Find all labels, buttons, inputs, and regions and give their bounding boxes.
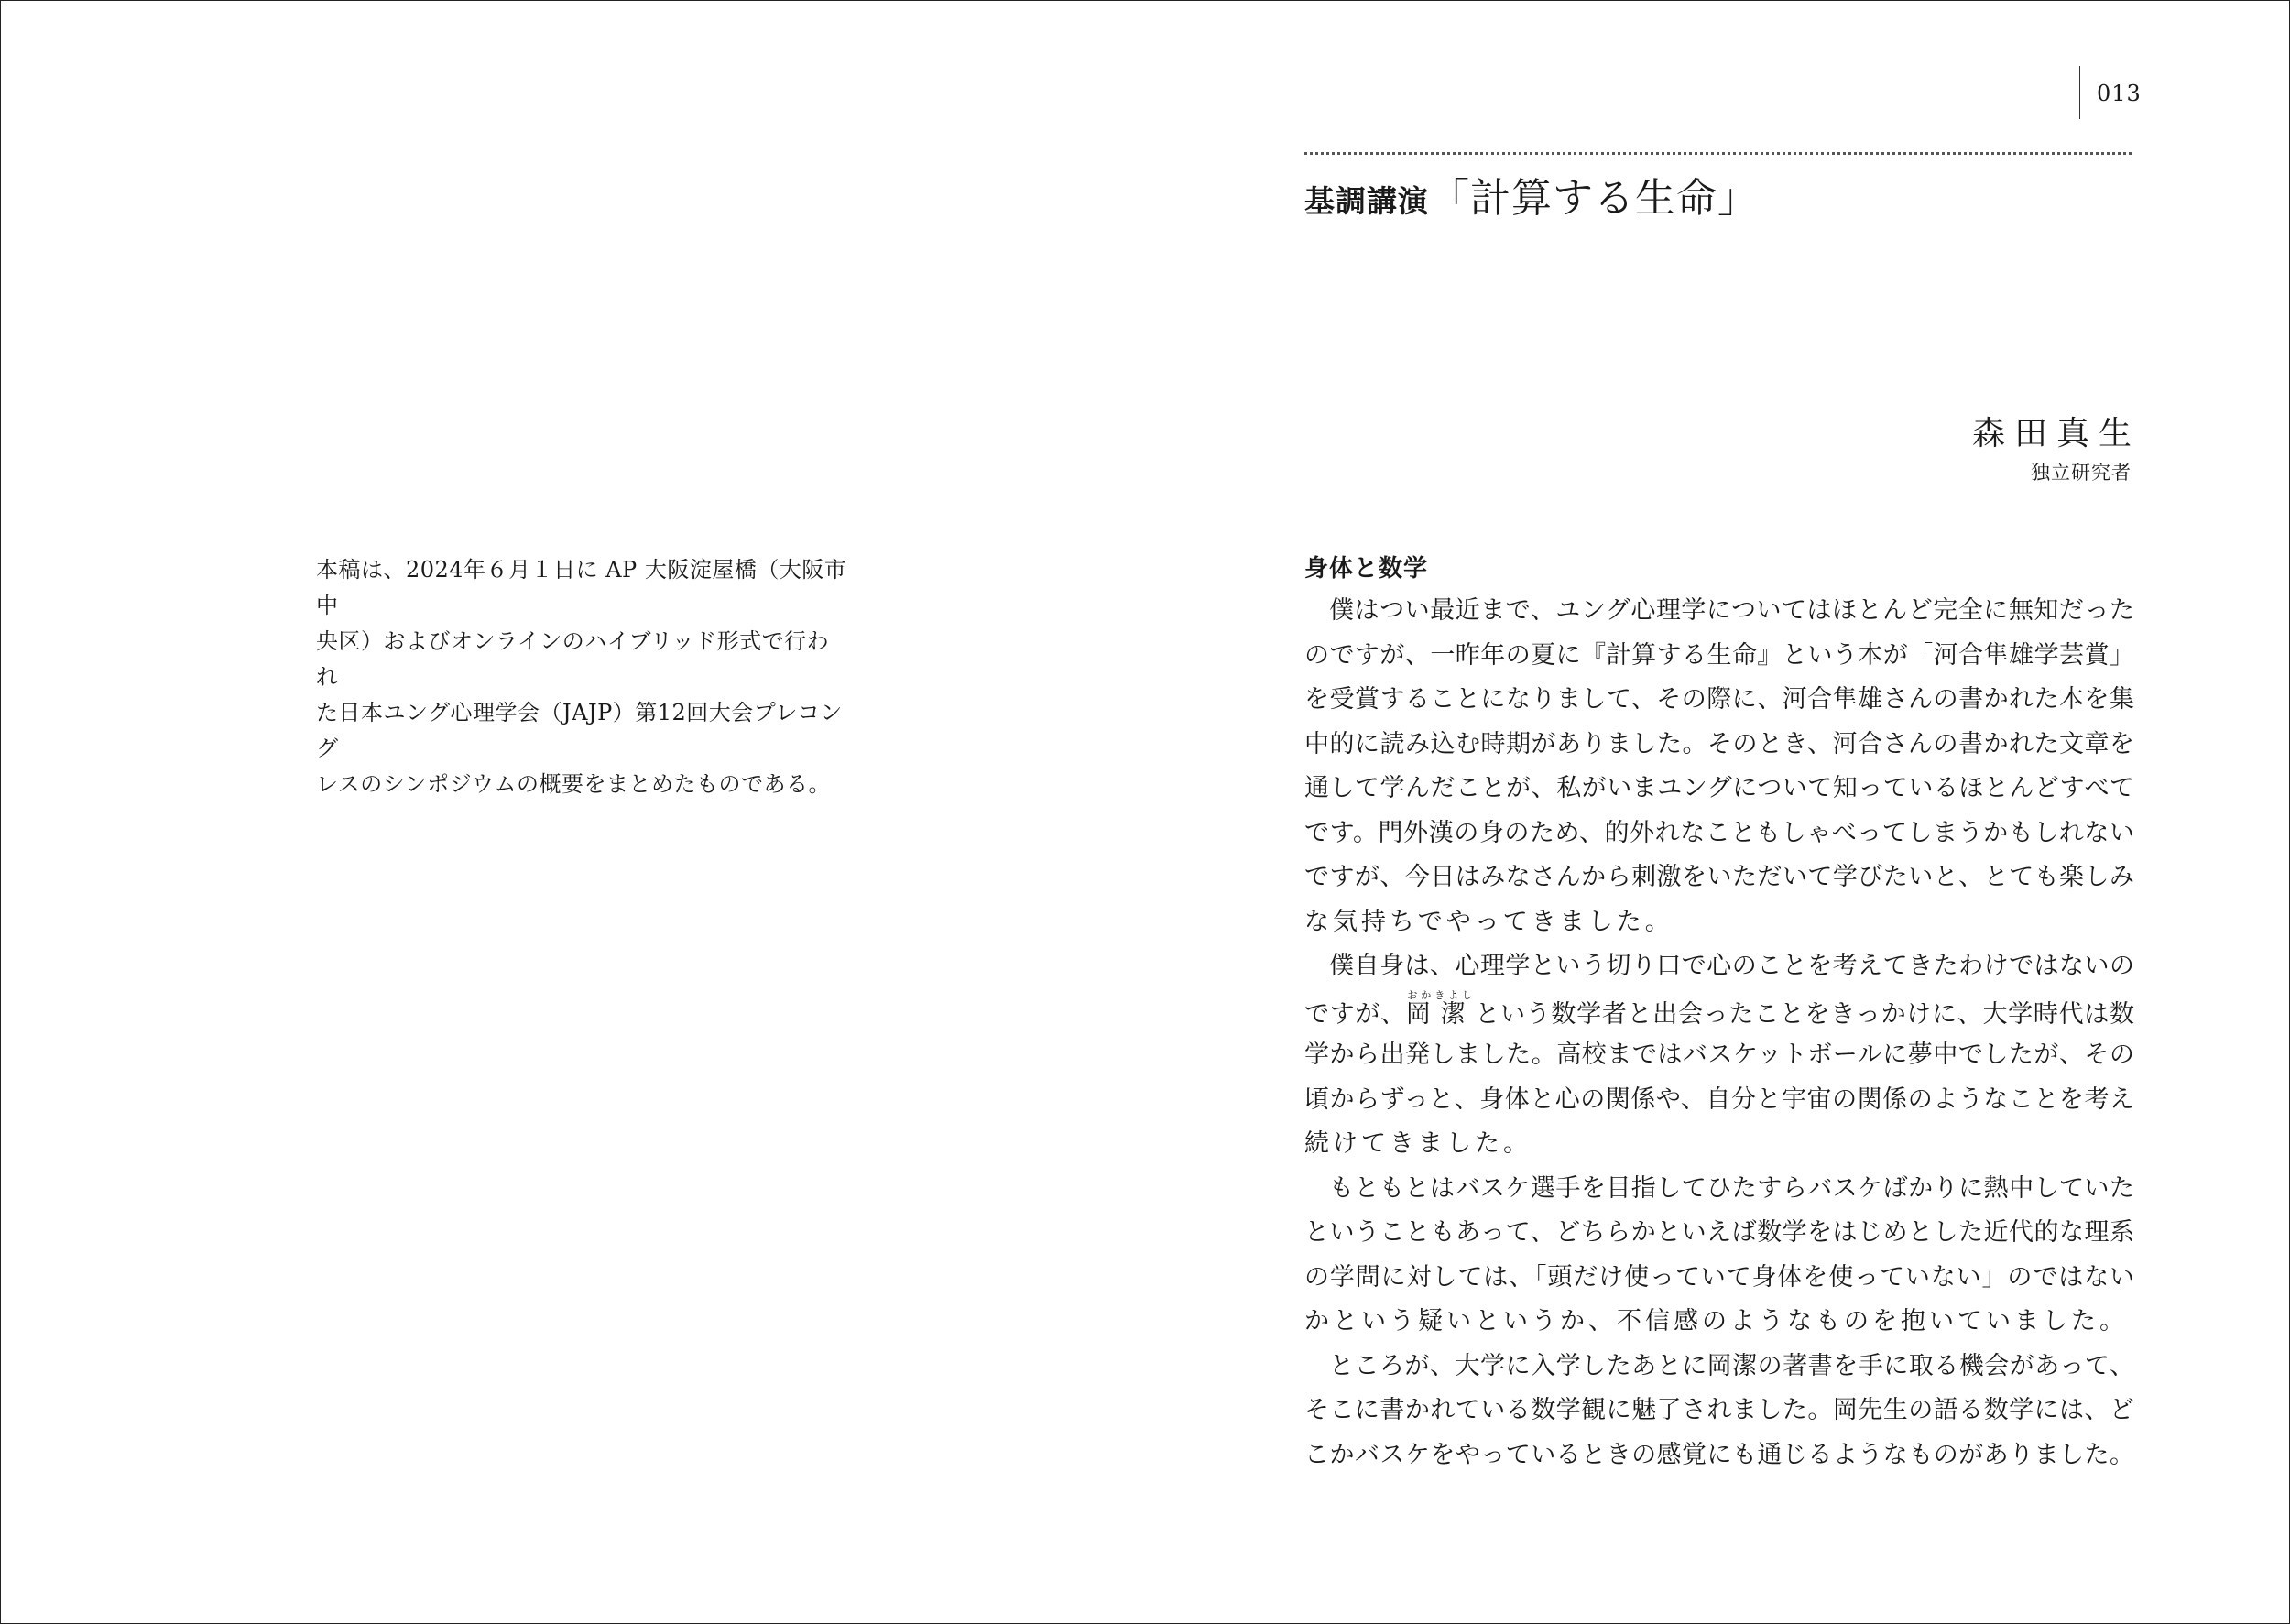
title-main: 「計算する生命」	[1429, 175, 1759, 222]
body-line-text: 頃からずっと、身体と心の関係や、自分と宇宙の関係のようなことを考え	[1304, 1084, 2134, 1114]
ruby-annotation	[1405, 988, 1476, 1029]
body-line	[1304, 1078, 2134, 1123]
body-line	[1304, 1167, 2134, 1212]
body-line-text: 続けてきました。	[1304, 1129, 1532, 1158]
body-line	[1304, 989, 2134, 1034]
editorial-note	[316, 552, 847, 802]
body-line	[1304, 944, 2134, 989]
body-line	[1304, 1389, 2134, 1433]
body-line	[1304, 589, 2134, 634]
body-line	[1304, 856, 2134, 900]
body-line	[1304, 900, 2134, 945]
body-line-text: 中的に読み込む時期がありました。そのとき、河合さんの書かれた文章を	[1304, 729, 2134, 758]
body-line-text: そこに書かれている数学観に魅了されました。岡先生の語る数学には、ど	[1304, 1396, 2134, 1424]
title-prefix: 基調講演	[1304, 183, 1429, 219]
body-line-text: ところが、大学に入学したあとに岡潔の著書を手に取る機会があって、	[1329, 1351, 2134, 1380]
section-heading: 身体と数学	[1304, 555, 1429, 583]
body-line-text: の学問に対しては、「頭だけ使っていて身体を使っていない」のではない	[1304, 1262, 2134, 1292]
body-line	[1304, 634, 2134, 679]
body-line-text: 僕はつい最近まで、ユング心理学についてはほとんど完全に無知だった	[1329, 596, 2134, 625]
title-divider	[1304, 152, 2132, 155]
body-line	[1304, 1122, 2134, 1167]
body-line	[1304, 1300, 2134, 1345]
note-line: レスのシンポジウムの概要をまとめたものである。	[316, 771, 831, 797]
body-line-text	[1304, 989, 2134, 1034]
author-name: 森田真生	[1971, 415, 2141, 452]
body-line	[1304, 723, 2134, 768]
body-line-text: 通して学んだことが、私がいまユングについて知っているほとんどすべて	[1304, 774, 2134, 802]
body-line	[1304, 812, 2134, 856]
body-line-text: こかバスケをやっているときの感覚にも通じるようなものがありました。	[1304, 1440, 2134, 1469]
body-line	[1304, 678, 2134, 723]
body-line	[1304, 1256, 2134, 1301]
note-line: た日本ユング心理学会（JAJP）第12回大会プレコング	[316, 700, 843, 761]
body-text	[1304, 589, 2134, 1477]
ruby-reading: おかきよし	[1405, 988, 1475, 1001]
body-line-text: もともとはバスケ選手を目指してひたすらバスケばかりに熱中していた	[1329, 1173, 2134, 1203]
body-line	[1304, 767, 2134, 812]
body-line	[1304, 1211, 2134, 1256]
body-line-text: な気持ちでやってきました。	[1304, 907, 1674, 936]
body-line-text: です。門外漢の身のため、的外れなこともしゃべってしまうかもしれない	[1304, 818, 2134, 847]
body-line-text: のですが、一昨年の夏に『計算する生命』という本が「河合隼雄学芸賞」	[1304, 640, 2134, 670]
body-line-text: 僕自身は、心理学という切り口で心のことを考えてきたわけではないの	[1329, 952, 2134, 980]
note-line: 本稿は、2024年６月１日に AP 大阪淀屋橋（大阪市中	[316, 557, 847, 618]
author-block	[1971, 410, 2141, 487]
body-line	[1304, 1433, 2134, 1478]
page-number-marker	[2079, 66, 2142, 119]
body-line-text: かという疑いというか、不信感のようなものを抱いていました。	[1304, 1307, 2128, 1335]
body-line-text: 学から出発しました。高校まではバスケットボールに夢中でしたが、その	[1304, 1041, 2134, 1069]
ruby-line-before: ですが、	[1304, 999, 1406, 1029]
body-line-text: ということもあって、どちらかといえば数学をはじめとした近代的な理系	[1304, 1218, 2134, 1247]
note-line: 央区）およびオンラインのハイブリッド形式で行われ	[316, 628, 830, 690]
body-line-text: を受賞することになりまして、その際に、河合隼雄さんの書かれた本を集	[1304, 685, 2134, 714]
body-line-text: ですが、今日はみなさんから刺激をいただいて学びたいと、とても楽しみ	[1304, 863, 2134, 891]
author-affiliation: 独立研究者	[2031, 462, 2132, 484]
body-line	[1304, 1033, 2134, 1078]
page-number: 013	[2097, 81, 2142, 106]
article-title	[1304, 165, 1759, 223]
ruby-line-after: という数学者と出会ったことをきっかけに、大学時代は数	[1475, 999, 2135, 1029]
ruby-base: 岡潔	[1405, 999, 1476, 1029]
body-line	[1304, 1345, 2134, 1390]
